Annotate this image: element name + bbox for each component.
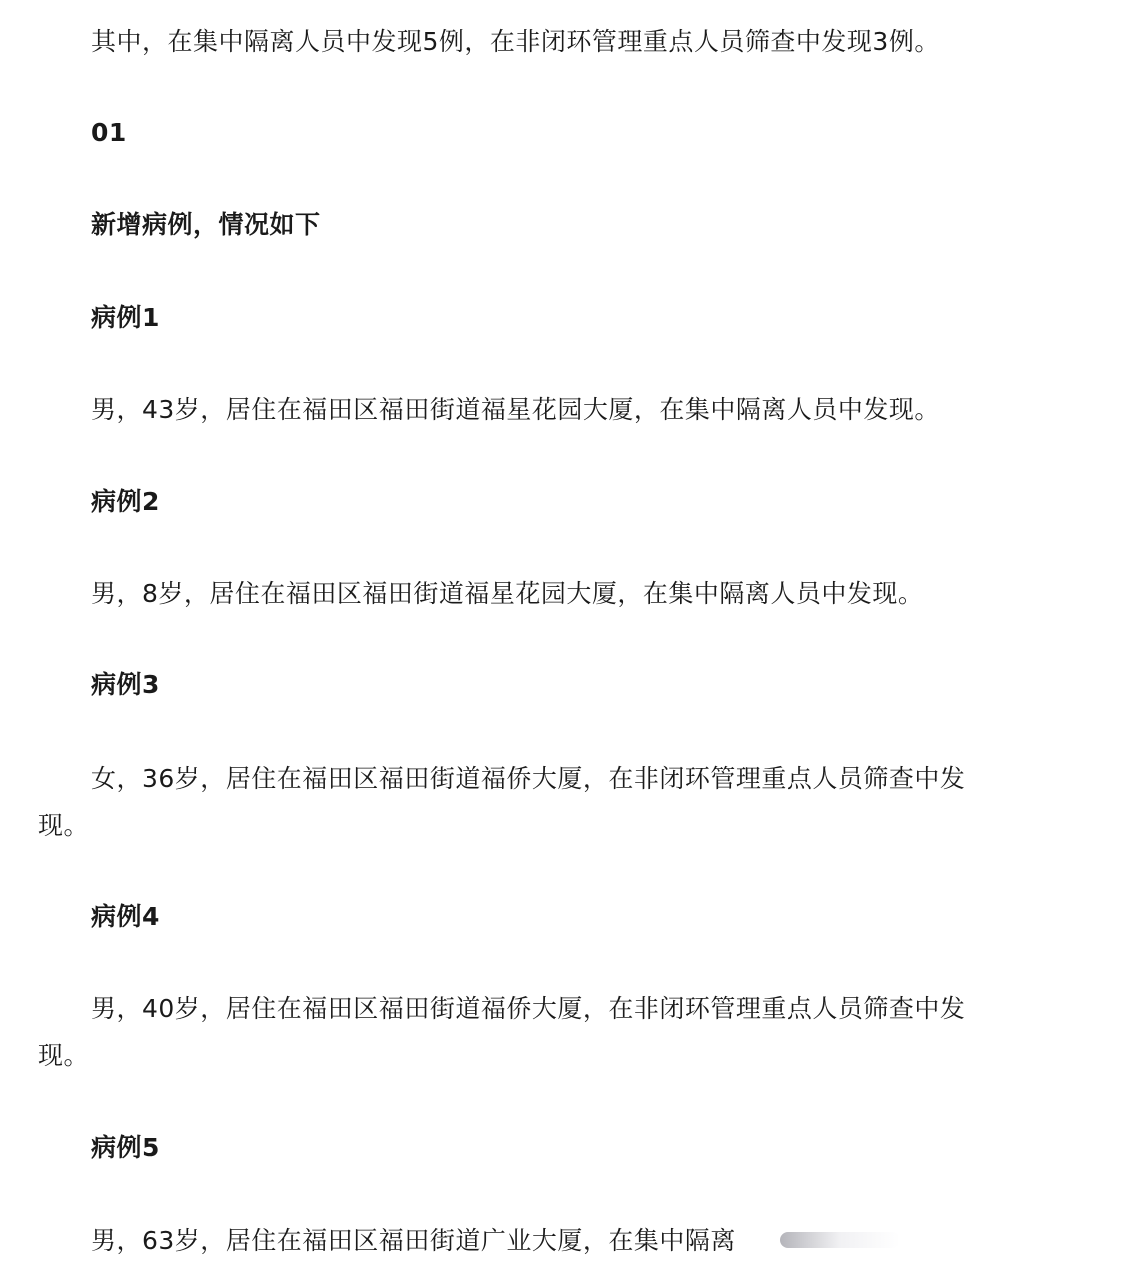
case-heading-4: 病例4 <box>91 902 160 931</box>
section-number: 01 <box>91 118 127 147</box>
case-text-1: 男，43岁，居住在福田区福田街道福星花园大厦，在集中隔离人员中发现。 <box>91 395 940 424</box>
watermark-logo <box>780 1232 900 1248</box>
case-text-2: 男，8岁，居住在福田区福田街道福星花园大厦，在集中隔离人员中发现。 <box>91 579 924 608</box>
case-heading-3: 病例3 <box>91 670 160 699</box>
section-title: 新增病例，情况如下 <box>91 210 321 239</box>
case-heading-5: 病例5 <box>91 1133 160 1162</box>
case-heading-2: 病例2 <box>91 487 160 516</box>
case-text-4-line2: 现。 <box>38 1041 90 1070</box>
case-heading-1: 病例1 <box>91 303 160 332</box>
case-text-5: 男，63岁，居住在福田区福田街道广业大厦，在集中隔离 <box>91 1226 736 1255</box>
case-text-3-line1: 女，36岁，居住在福田区福田街道福侨大厦，在非闭环管理重点人员筛查中发 <box>91 764 966 793</box>
case-text-4-line1: 男，40岁，居住在福田区福田街道福侨大厦，在非闭环管理重点人员筛查中发 <box>91 994 966 1023</box>
case-text-3-line2: 现。 <box>38 811 90 840</box>
intro-paragraph: 其中，在集中隔离人员中发现5例，在非闭环管理重点人员筛查中发现3例。 <box>91 27 940 56</box>
